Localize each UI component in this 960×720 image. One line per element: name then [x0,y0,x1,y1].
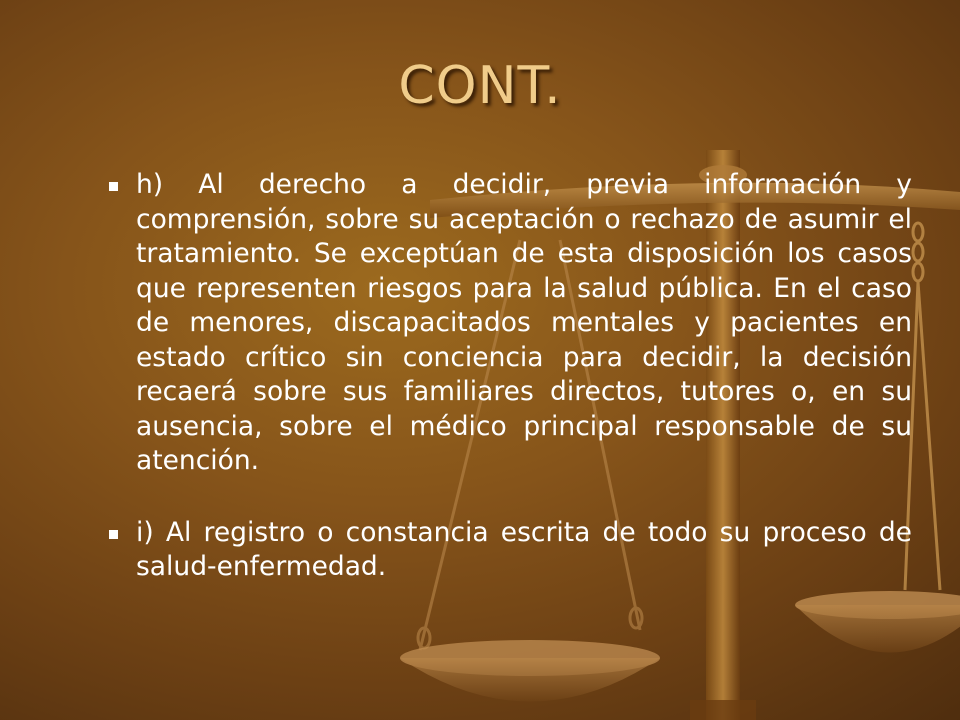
bullet-item-i [106,516,912,585]
bullet-list [106,168,912,622]
bullet-text: h) Al derecho a decidir, previa información y comprensión, sobre su aceptación o rechazo de asumir el tratamiento. Se exceptúan de esta disposición los casos que representen riesgos para la salud pública. En el caso de menores, discapacitados mentales y pacientes en estado crítico sin conciencia para decidir, la decisión recaerá sobre sus familiares directos, tutores o, en su ausencia, sobre el médico principal responsable de su atención. [136,169,912,476]
bullet-item-h [106,168,912,479]
square-bullet-icon [109,530,118,539]
slide-title: CONT. [398,56,562,116]
bullet-text: i) Al registro o constancia escrita de todo su proceso de salud-enfermedad. [136,516,912,582]
square-bullet-icon [109,182,118,191]
